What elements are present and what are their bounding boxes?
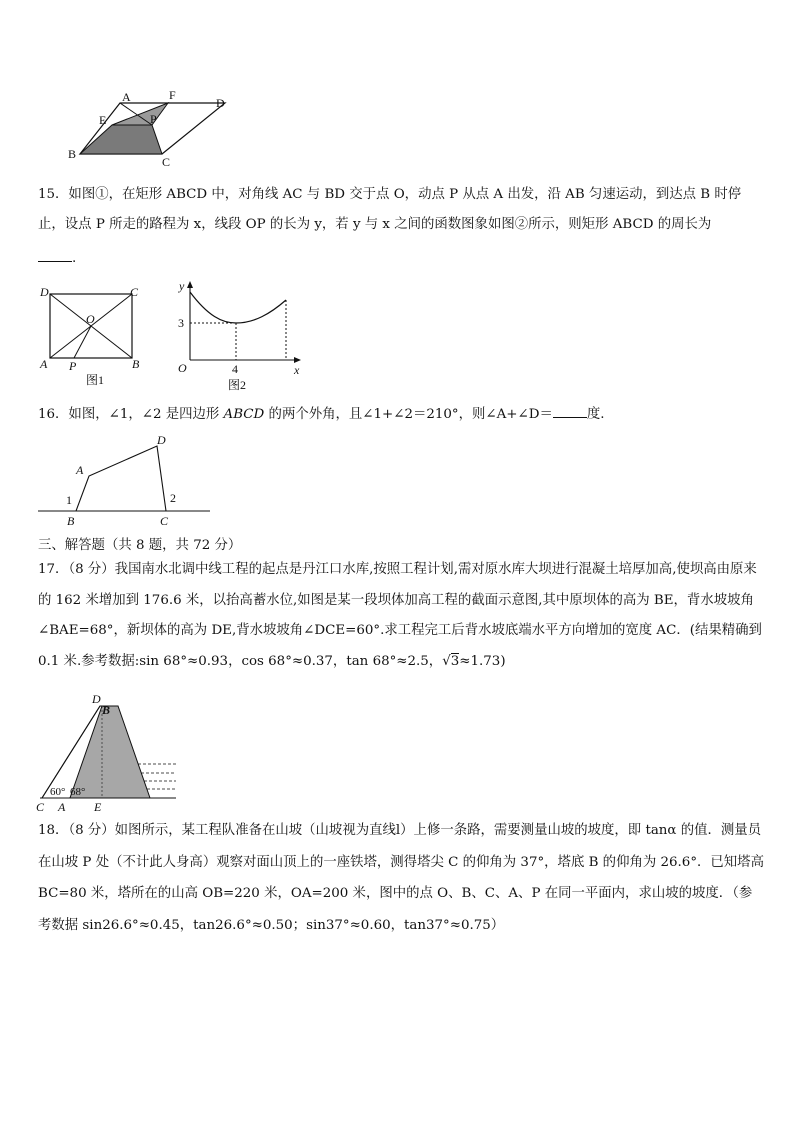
- quadrilateral-name: ABCD: [223, 407, 265, 422]
- label-A: A: [40, 357, 48, 371]
- label-E: E: [94, 800, 102, 814]
- label-P: P: [69, 359, 77, 373]
- answer-blank[interactable]: [38, 247, 72, 262]
- function-curve: [190, 292, 286, 323]
- dam-cross-section-figure: [30, 688, 188, 814]
- label-F: F: [169, 88, 176, 102]
- parallelogram-figure: [60, 88, 240, 170]
- question-16: [38, 400, 764, 430]
- label-D: D: [92, 692, 101, 706]
- question-15-answer-line: [38, 244, 764, 274]
- question-17-text-end: ≈1.73): [459, 653, 506, 669]
- y-axis-arrow: [187, 281, 193, 288]
- label-B: B: [67, 514, 75, 528]
- tick-label-3: 3: [178, 316, 184, 330]
- section-heading: 三、解答题（共 8 题，共 72 分）: [38, 538, 242, 553]
- quadrilateral-sides: [76, 446, 166, 511]
- label-B: B: [68, 147, 77, 161]
- figure-caption-1: 图1: [86, 373, 105, 387]
- label-B: B: [132, 357, 140, 371]
- sqrt-symbol: √: [442, 653, 451, 669]
- question-15-text: 15．如图①，在矩形 ABCD 中，对角线 AC 与 BD 交于点 O，动点 P 从点 A 出发，沿 AB 匀速运动，到达点 B 时停止，设点 P 所走的路程为 x，线段 OP 的长为 y，若 y 与 x 之间的函数图象如图②所示，则矩形 ABCD 的周长为: [38, 187, 742, 232]
- axis-label-y: y: [179, 279, 185, 293]
- label-C: C: [36, 800, 45, 814]
- label-C: C: [160, 514, 169, 528]
- figure-caption-2: 图2: [228, 378, 247, 392]
- quadrilateral-figure: [36, 430, 222, 530]
- segment-op: [74, 326, 91, 358]
- angle-label-2: 2: [170, 491, 176, 505]
- answer-blank[interactable]: [553, 403, 587, 418]
- label-C: C: [130, 285, 139, 299]
- sqrt-radicand: 3: [450, 653, 460, 669]
- label-A: A: [76, 463, 84, 477]
- label-E: E: [99, 113, 107, 127]
- origin-label: O: [178, 361, 187, 375]
- shaded-trapezoid: [80, 125, 162, 154]
- tick-label-4: 4: [232, 362, 238, 376]
- label-D: D: [157, 433, 166, 447]
- label-O: O: [86, 312, 95, 326]
- label-C: C: [162, 155, 171, 169]
- label-P: P: [150, 112, 157, 126]
- label-A: A: [58, 800, 66, 814]
- question-17: [38, 555, 764, 677]
- question-18: [38, 815, 764, 941]
- label-D: D: [40, 285, 49, 299]
- question-17-text: 17．（8 分）我国南水北调中线工程的起点是丹江口水库,按照工程计划,需对原水库大坝进行混凝土培厚加高,使坝高由原来的 162 米增加到 176.6 米，以抬高蓄水位,如图是某一段坝体加高工程的截面示意图,其中原坝体的高为 BE，背水坡坡角∠BAE=68°，新坝体的高为 DE,背水坡坡角∠DCE=60°.求工程完工后背水坡底端水平方向增加的宽度 AC．(结果精确到 0.1 米.参考数据:sin 68°≈0.93，cos 68°≈0.37，tan 68°≈2.5，: [38, 562, 762, 669]
- rectangle-figure: [36, 282, 156, 392]
- angle-label-1: 1: [66, 493, 72, 507]
- label-D: D: [216, 96, 225, 110]
- question-16-text-after: 的两个外角，且∠1+∠2＝210°，则∠A+∠D＝: [264, 407, 553, 422]
- label-B: B: [102, 703, 111, 717]
- function-graph-figure: [170, 278, 310, 396]
- shaded-triangle: [112, 103, 168, 125]
- question-18-text: 18．（8 分）如图所示，某工程队准备在山坡（山坡视为直线l）上修一条路，需要测量山坡的坡度，即 tanα 的值．测量员在山坡 P 处（不计此人身高）观察对面山顶上的一座铁塔，测得塔尖 C 的仰角为 37°，塔底 B 的仰角为 26.6°．已知塔高 BC=80 米，塔所在的山高 OB=220 米，OA=200 米，图中的点 O、B、C、A、P 在同一平面内，求山坡的坡度．（参考数据 sin26.6°≈0.45，tan26.6°≈0.50；sin37°≈0.60，tan37°≈0.75）: [38, 823, 764, 933]
- question-15: [38, 180, 764, 240]
- angle-label-68: 68°: [70, 786, 86, 798]
- label-A: A: [122, 90, 131, 104]
- axis-label-x: x: [294, 363, 300, 377]
- question-16-end: 度.: [586, 407, 605, 422]
- angle-label-60: 60°: [50, 786, 66, 798]
- question-16-text-before: 16．如图，∠1，∠2 是四边形: [38, 407, 224, 422]
- question-15-end: .: [72, 251, 77, 266]
